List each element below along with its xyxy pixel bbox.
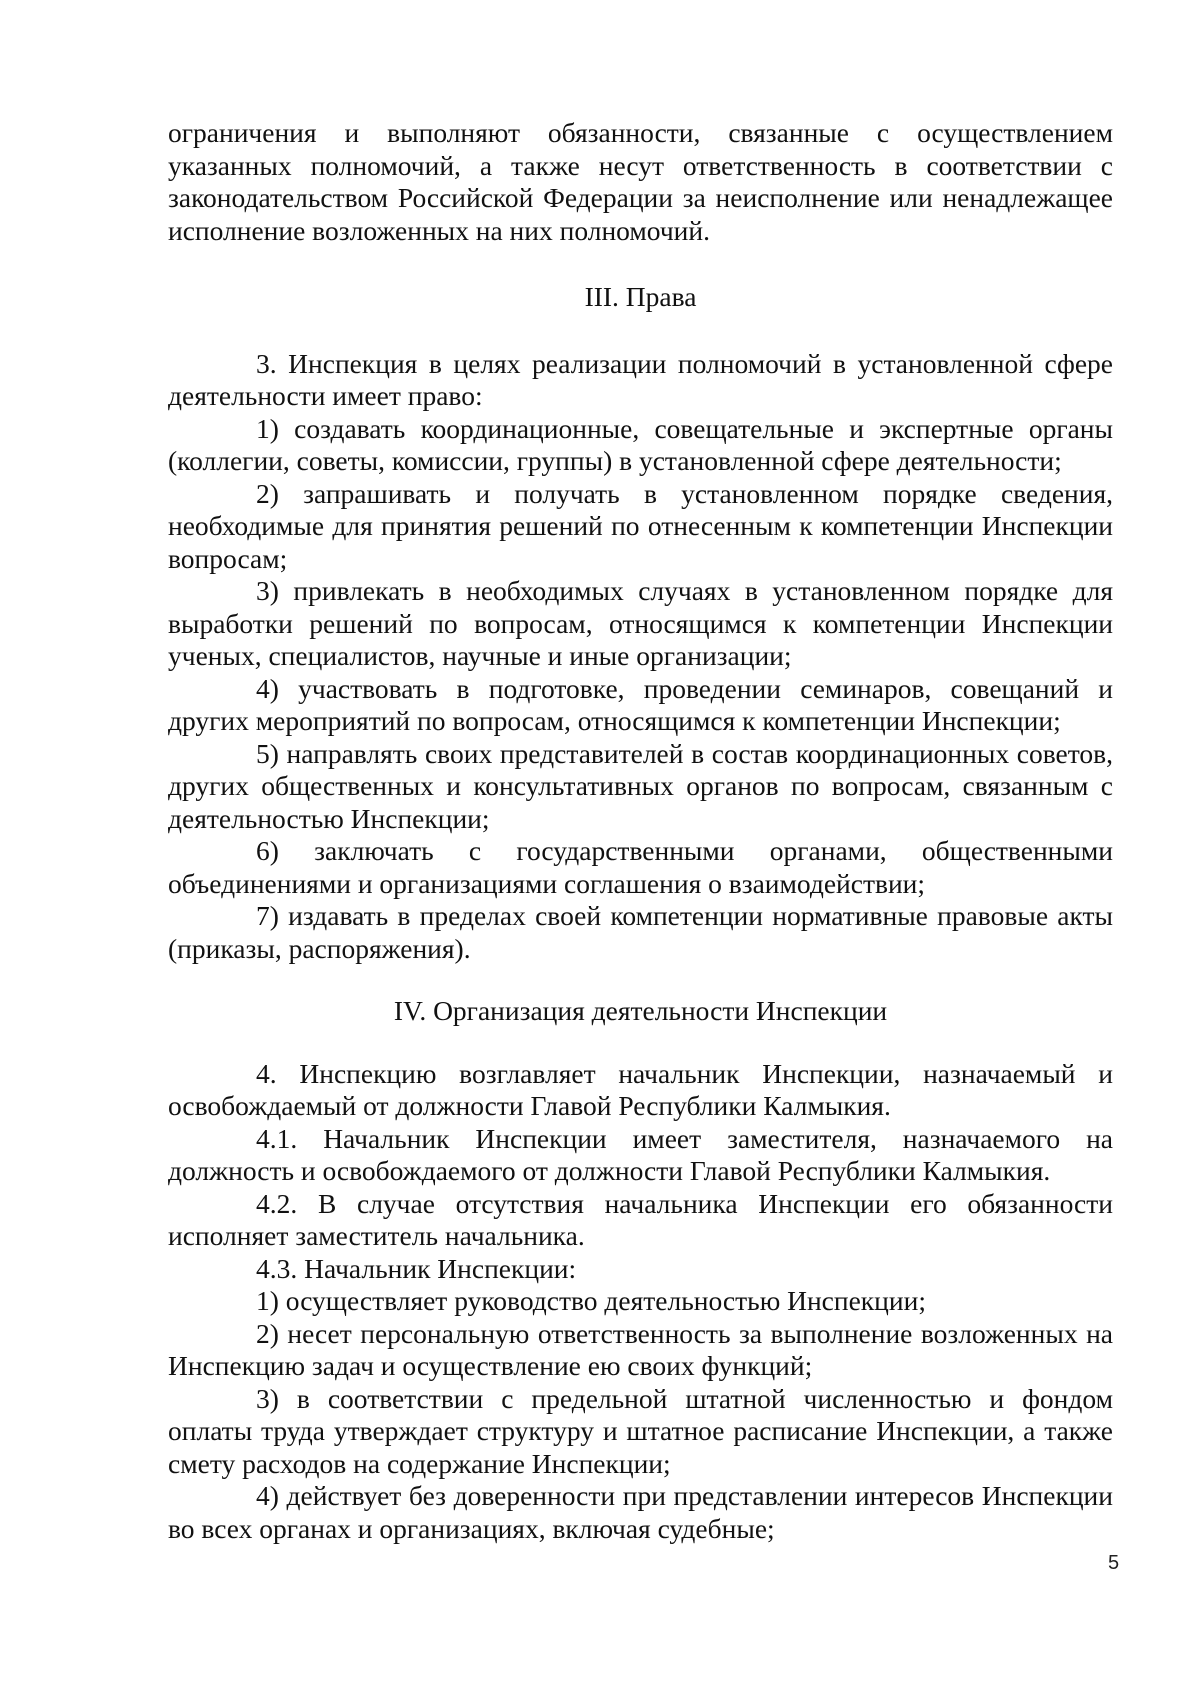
clause-4-3-lead: 4.3. Начальник Инспекции:: [256, 1252, 577, 1284]
head-duty-item: 4) действует без доверенности при представлении интересов Инспекции во всех органах и организациях, включая судебные;: [168, 1480, 1113, 1544]
head-duty-item: 3) в соответствии с предельной штатной численностью и фондом оплаты труда утверждает структуру и штатное расписание Инспекции, а также смету расходов на содержание Инспекции;: [168, 1382, 1113, 1479]
clause-4-1-paragraph: 4.1. Начальник Инспекции имеет заместителя, назначаемого на должность и освобождаемого от должности Главой Республики Калмыкия.: [168, 1122, 1113, 1186]
intro-paragraph: ограничения и выполняют обязанности, связанные с осуществлением указанных полномочий, а также несут ответственность в соответствии с законодательством Российской Федерации за неисполнение или ненадлежащее исполнение возложенных на них полномочий.: [168, 117, 1113, 246]
clause-4-paragraph: 4. Инспекцию возглавляет начальник Инспекции, назначаемый и освобождаемый от должности Главой Республики Калмыкия.: [168, 1057, 1113, 1121]
rights-item: 4) участвовать в подготовке, проведении семинаров, совещаний и других мероприятий по вопросам, относящимся к компетенции Инспекции;: [168, 672, 1113, 736]
document-body: [168, 117, 1113, 1545]
head-duty-item: 1) осуществляет руководство деятельностью Инспекции;: [256, 1285, 926, 1316]
section-heading-organization: IV. Организация деятельности Инспекции: [393, 995, 888, 1026]
rights-item: 2) запрашивать и получать в установленном порядке сведения, необходимые для принятия решений по отнесенным к компетенции Инспекции вопросам;: [168, 477, 1113, 574]
clause-4-2-paragraph: 4.2. В случае отсутствия начальника Инспекции его обязанности исполняет заместитель начальника.: [168, 1187, 1113, 1251]
rights-item: 5) направлять своих представителей в состав координационных советов, других общественных и консультативных органов по вопросам, связанным с деятельностью Инспекции;: [168, 737, 1113, 834]
section-heading-rights: III. Права: [584, 281, 697, 312]
rights-item: 3) привлекать в необходимых случаях в установленном порядке для выработки решений по вопросам, относящимся к компетенции Инспекции ученых, специалистов, научные и иные организации;: [168, 575, 1113, 671]
rights-item: 7) издавать в пределах своей компетенции нормативные правовые акты (приказы, распоряжения).: [168, 900, 1113, 964]
head-duty-item: 2) несет персональную ответственность за выполнение возложенных на Инспекцию задач и осуществление ею своих функций;: [168, 1317, 1113, 1381]
page-number: 5: [1108, 1552, 1120, 1574]
rights-item: 1) создавать координационные, совещательные и экспертные органы (коллегии, советы, комиссии, группы) в установленной сфере деятельности;: [168, 412, 1113, 476]
rights-lead-paragraph: 3. Инспекция в целях реализации полномочий в установленной сфере деятельности имеет право:: [168, 347, 1113, 411]
rights-item: 6) заключать с государственными органами, общественными объединениями и организациями соглашения о взаимодействии;: [168, 835, 1113, 899]
